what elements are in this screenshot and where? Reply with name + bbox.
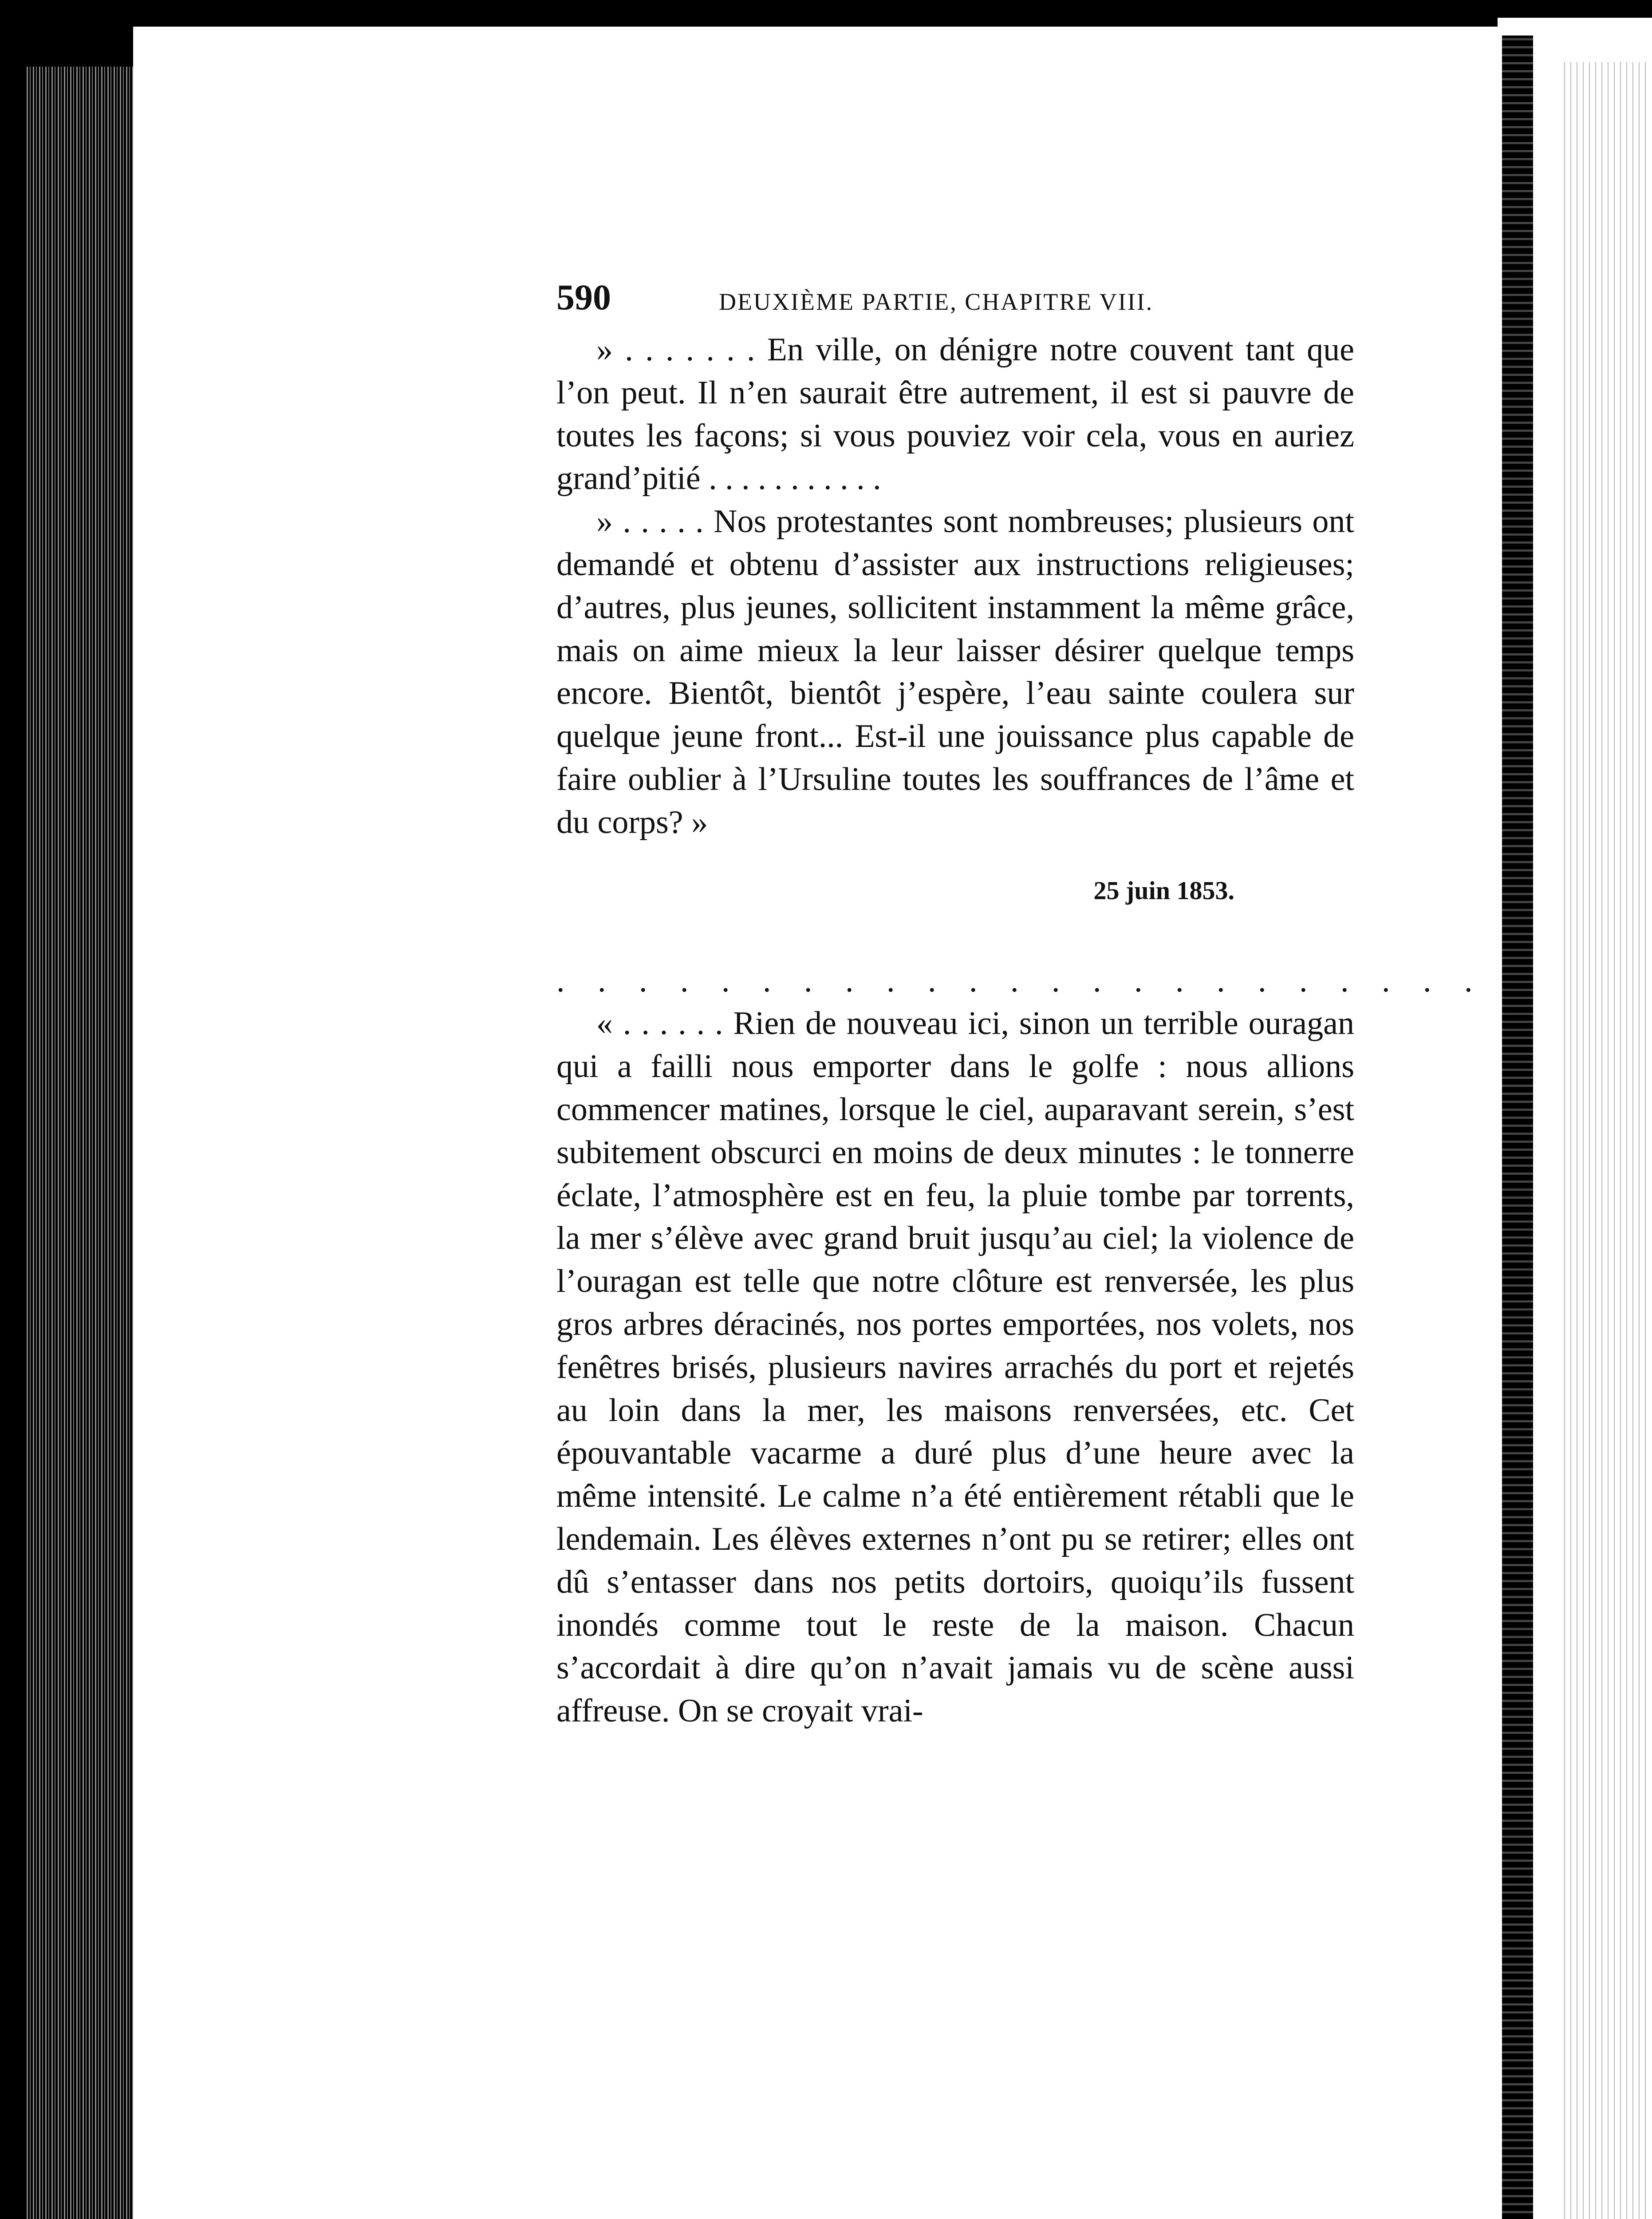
paragraph-2: » . . . . . Nos protestantes sont nombreuses; plusieurs ont demandé et obtenu d’assister aux instructions religieuses; d’autres, plus jeunes, sollicitent instamment la même grâce, mais on aime mieux la leur laisser désirer quelque temps encore. Bientôt, bientôt j’espère, l’eau sainte coulera sur quelque jeune front... Est-il une jouissance plus capable de faire oublier à l’Ursuline toutes les souffrances de l’âme et du corps? »	[556, 503, 1354, 841]
letter-date: 25 juin 1853.	[1093, 876, 1234, 905]
running-head	[556, 275, 1354, 328]
page-number: 590	[556, 277, 611, 317]
paragraph-1: » . . . . . . . En ville, on dénigre notre couvent tant que l’on peut. Il n’en saurait être autrement, il est si pauvre de toutes les façons; si vous pouviez voir cela, vous en auriez grand’pitié . . . . . . . . . . .	[556, 332, 1354, 497]
chapter-heading: DEUXIÈME PARTIE, CHAPITRE VIII.	[719, 288, 1154, 315]
ellipsis-line: . . . . . . . . . . . . . . . . . . . . . . .	[556, 962, 1485, 999]
left-page-edge	[27, 67, 133, 2219]
right-page-edge	[1562, 62, 1651, 2219]
text-block	[556, 275, 1485, 1733]
paragraph-3: « . . . . . . Rien de nouveau ici, sinon un terrible ouragan qui a failli nous emporter dans le golfe : nous allions commencer matines, lorsque le ciel, auparavant serein, s’est subitement obscurci en moins de deux minutes : le tonnerre éclate, l’atmosphère est en feu, la pluie tombe par torrents, la mer s’élève avec grand bruit jusqu’au ciel; la violence de l’ouragan est telle que notre clôture est renversée, les plus gros arbres déracinés, nos portes emportées, nos volets, nos fenêtres brisés, plusieurs navires arrachés du port et rejetés au loin dans la mer, les maisons renversées, etc. Cet épouvantable vacarme a duré plus d’une heure avec la même intensité. Le calme n’a été entièrement rétabli que le lendemain. Les élèves externes n’ont pu se retirer; elles ont dû s’entasser dans nos petits dortoirs, quoiqu’ils fussent inondés comme tout le reste de la maison. Chacun s’accordait à dire qu’on n’avait jamais vu de scène aussi affreuse. On se croyait vrai-	[556, 1005, 1354, 1729]
right-binding-strip	[1502, 36, 1533, 2219]
